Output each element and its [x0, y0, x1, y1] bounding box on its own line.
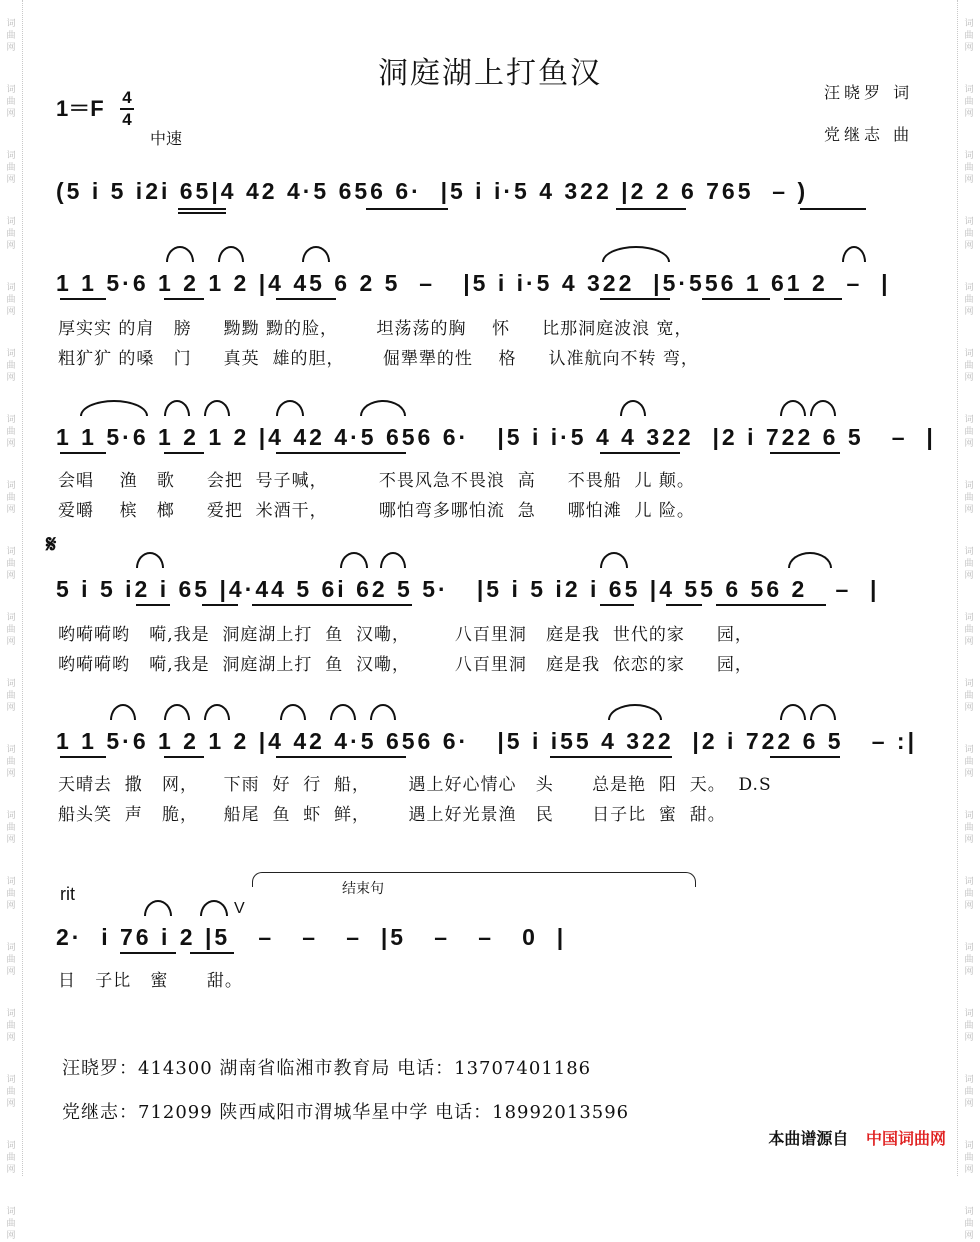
slur [80, 400, 148, 416]
ritardando-marking: rit [60, 884, 75, 904]
staff-line-4 [40, 722, 945, 762]
ending-bracket [252, 872, 696, 887]
slur [144, 900, 172, 916]
footer-source [768, 1126, 946, 1149]
line-2-notes: 1 1 5·6 1 2 1 2 |4 42 4·5 656 6· |5 i i·5 4 4 322 |2 i 722 6 5 – | [56, 424, 936, 450]
watermark-text: 词 曲 网 [964, 1207, 974, 1241]
watermark-text: 词 曲 网 [964, 679, 974, 713]
watermark-text: 词 曲 网 [964, 85, 974, 119]
watermark-text: 词 曲 网 [6, 283, 16, 317]
time-signature [120, 88, 134, 130]
underline [178, 212, 226, 214]
watermark-text: 词 曲 网 [6, 85, 16, 119]
left-watermark-strip [0, 0, 23, 1241]
watermark-text: 词 曲 网 [6, 1207, 16, 1241]
line-4-lyric-verse-1: 天晴去 撒 网， 下雨 好 行 船， 遇上好心情心 头 总是艳 阳 天。 D.S [58, 775, 772, 795]
watermark-text: 词 曲 网 [964, 547, 974, 581]
underline [120, 952, 176, 954]
watermark-text: 词 曲 网 [964, 1009, 974, 1043]
line-5-lyric: 日 子比 蜜 甜。 [58, 971, 243, 991]
underline [366, 208, 448, 210]
slur [204, 704, 230, 720]
underline [770, 756, 840, 758]
watermark-text: 词 曲 网 [964, 811, 974, 845]
underline [666, 604, 702, 606]
slur [200, 900, 228, 916]
line-4-lyric-verse-2: 船头笑 声 脆， 船尾 鱼 虾 鲜， 遇上好光景渔 民 日子比 蜜 甜。 [58, 805, 726, 825]
underline [60, 298, 106, 300]
watermark-text: 词 曲 网 [6, 877, 16, 911]
underline [784, 298, 842, 300]
time-signature-top: 4 [120, 88, 134, 110]
intro-staff [40, 172, 945, 212]
watermark-text: 词 曲 网 [6, 547, 16, 581]
watermark-text: 词 曲 网 [6, 613, 16, 647]
slur [608, 704, 662, 720]
watermark-text: 词 曲 网 [6, 811, 16, 845]
underline [136, 604, 170, 606]
watermark-text: 词 曲 网 [6, 943, 16, 977]
underline [276, 298, 336, 300]
underline [190, 952, 234, 954]
watermark-text: 词 曲 网 [964, 481, 974, 515]
lyricist-credit: 汪晓罗 词 [824, 83, 914, 102]
watermark-text: 词 曲 网 [6, 1009, 16, 1043]
composer-credit: 党继志 曲 [824, 125, 914, 144]
line-3-lyric-verse-2: 哟嗬嗬哟 嗬,我是 洞庭湖上打 鱼 汉嘞， 八百里洞 庭是我 依恋的家 园， [58, 655, 753, 675]
slur [600, 552, 628, 568]
slur [780, 704, 806, 720]
footer-site-link[interactable]: 中国词曲网 [865, 1129, 946, 1148]
watermark-text: 词 曲 网 [6, 745, 16, 779]
underline [800, 208, 866, 210]
underline [600, 298, 670, 300]
underline [252, 604, 412, 606]
slur [340, 552, 368, 568]
underline [550, 756, 672, 758]
slur [810, 400, 836, 416]
underline [600, 452, 680, 454]
slur [380, 552, 406, 568]
line-5-notes: 2· i 76 i 2 |5 – – – |5 – – 0 | [56, 924, 567, 950]
slur [780, 400, 806, 416]
slur [280, 704, 306, 720]
watermark-text: 词 曲 网 [6, 1075, 16, 1109]
underline [276, 756, 406, 758]
slur [164, 400, 190, 416]
watermark-text: 词 曲 网 [964, 877, 974, 911]
line-3-lyric-verse-1: 哟嗬嗬哟 嗬,我是 洞庭湖上打 鱼 汉嘞， 八百里洞 庭是我 世代的家 园， [58, 625, 753, 645]
underline [202, 604, 238, 606]
underline [178, 208, 226, 210]
line-4-notes: 1 1 5·6 1 2 1 2 |4 42 4·5 656 6· |5 i i55 4 322 |2 i 722 6 5 – :| [56, 728, 918, 754]
watermark-text: 词 曲 网 [964, 1075, 974, 1109]
watermark-text: 词 曲 网 [6, 481, 16, 515]
slur [602, 246, 670, 262]
slur [810, 704, 836, 720]
line-2-lyric-verse-1: 会唱 渔 歌 会把 号子喊， 不畏风急不畏浪 高 不畏船 儿 颠。 [58, 471, 695, 491]
watermark-text: 词 曲 网 [6, 1141, 16, 1175]
line-2-lyric-verse-2: 爱嚼 槟 榔 爱把 米酒干， 哪怕弯多哪怕流 急 哪怕滩 儿 险。 [58, 501, 695, 521]
watermark-text: 词 曲 网 [964, 349, 974, 383]
watermark-text: 词 曲 网 [964, 283, 974, 317]
segno-sign: 𝄋 [46, 530, 57, 558]
slur [330, 704, 356, 720]
slur [204, 400, 230, 416]
slur [136, 552, 164, 568]
watermark-text: 词 曲 网 [6, 19, 16, 53]
ending-label: 结束句 [342, 881, 384, 897]
watermark-text: 词 曲 网 [964, 943, 974, 977]
time-signature-bottom: 4 [122, 110, 132, 129]
watermark-text: 词 曲 网 [6, 151, 16, 185]
staff-line-2 [40, 418, 945, 458]
slur [370, 704, 396, 720]
slur [276, 400, 304, 416]
slur [788, 552, 832, 568]
watermark-text: 词 曲 网 [964, 1141, 974, 1175]
slur [218, 246, 244, 262]
underline [702, 298, 770, 300]
footer-source-label: 本曲谱源自 [768, 1129, 849, 1148]
line-3-notes: 5 i 5 i2 i 65 |4·44 5 6i 62 5 5· |5 i 5 i2 i 65 |4 55 6 56 2 – | [56, 576, 880, 602]
underline [164, 298, 204, 300]
lyricist-contact: 汪晓罗：414300 湖南省临湘市教育局 电话：13707401186 [62, 1058, 592, 1079]
underline [60, 452, 106, 454]
watermark-text: 词 曲 网 [964, 217, 974, 251]
watermark-text: 词 曲 网 [964, 745, 974, 779]
watermark-text: 词 曲 网 [964, 613, 974, 647]
slur [110, 704, 136, 720]
slur [166, 246, 194, 262]
intro-notes: (5 i 5 i2i 65|4 42 4·5 656 6· |5 i i·5 4 322 |2 2 6 765 – ) [56, 178, 809, 204]
underline [770, 452, 840, 454]
underline [716, 604, 826, 606]
slur [302, 246, 330, 262]
line-1-lyric-verse-2: 粗犷犷 的嗓 门 真英 雄的胆， 倔犟犟的性 格 认准航向不转 弯， [58, 349, 699, 369]
watermark-text: 词 曲 网 [964, 19, 974, 53]
tempo-marking: 中速 [150, 129, 183, 148]
slur [360, 400, 406, 416]
watermark-text: 词 曲 网 [6, 415, 16, 449]
underline [616, 208, 686, 210]
staff-line-1 [40, 264, 945, 304]
staff-line-3 [40, 570, 945, 610]
line-1-lyric-verse-1: 厚实实 的肩 膀 黝黝 黝的脸， 坦荡荡的胸 怀 比那洞庭波浪 宽， [58, 319, 693, 339]
underline [164, 452, 204, 454]
underline [60, 756, 106, 758]
slur [620, 400, 646, 416]
key-signature: 1＝F [56, 96, 104, 121]
right-watermark-strip [957, 0, 980, 1241]
watermark-text: 词 曲 网 [964, 151, 974, 185]
underline [276, 452, 406, 454]
line-1-notes: 1 1 5·6 1 2 1 2 |4 45 6 2 5 – |5 i i·5 4 322 |5·556 1 61 2 – | [56, 270, 891, 296]
song-title: 洞庭湖上打鱼汉 [378, 56, 602, 91]
watermark-text: 词 曲 网 [6, 349, 16, 383]
watermark-text: 词 曲 网 [6, 679, 16, 713]
watermark-text: 词 曲 网 [6, 217, 16, 251]
composer-contact: 党继志：712099 陕西咸阳市渭城华星中学 电话：18992013596 [62, 1102, 630, 1123]
watermark-text: 词 曲 网 [964, 415, 974, 449]
staff-line-5 [40, 918, 945, 958]
breath-mark: V [234, 900, 245, 917]
underline [164, 756, 204, 758]
underline [600, 604, 634, 606]
slur [164, 704, 190, 720]
slur [842, 246, 866, 262]
